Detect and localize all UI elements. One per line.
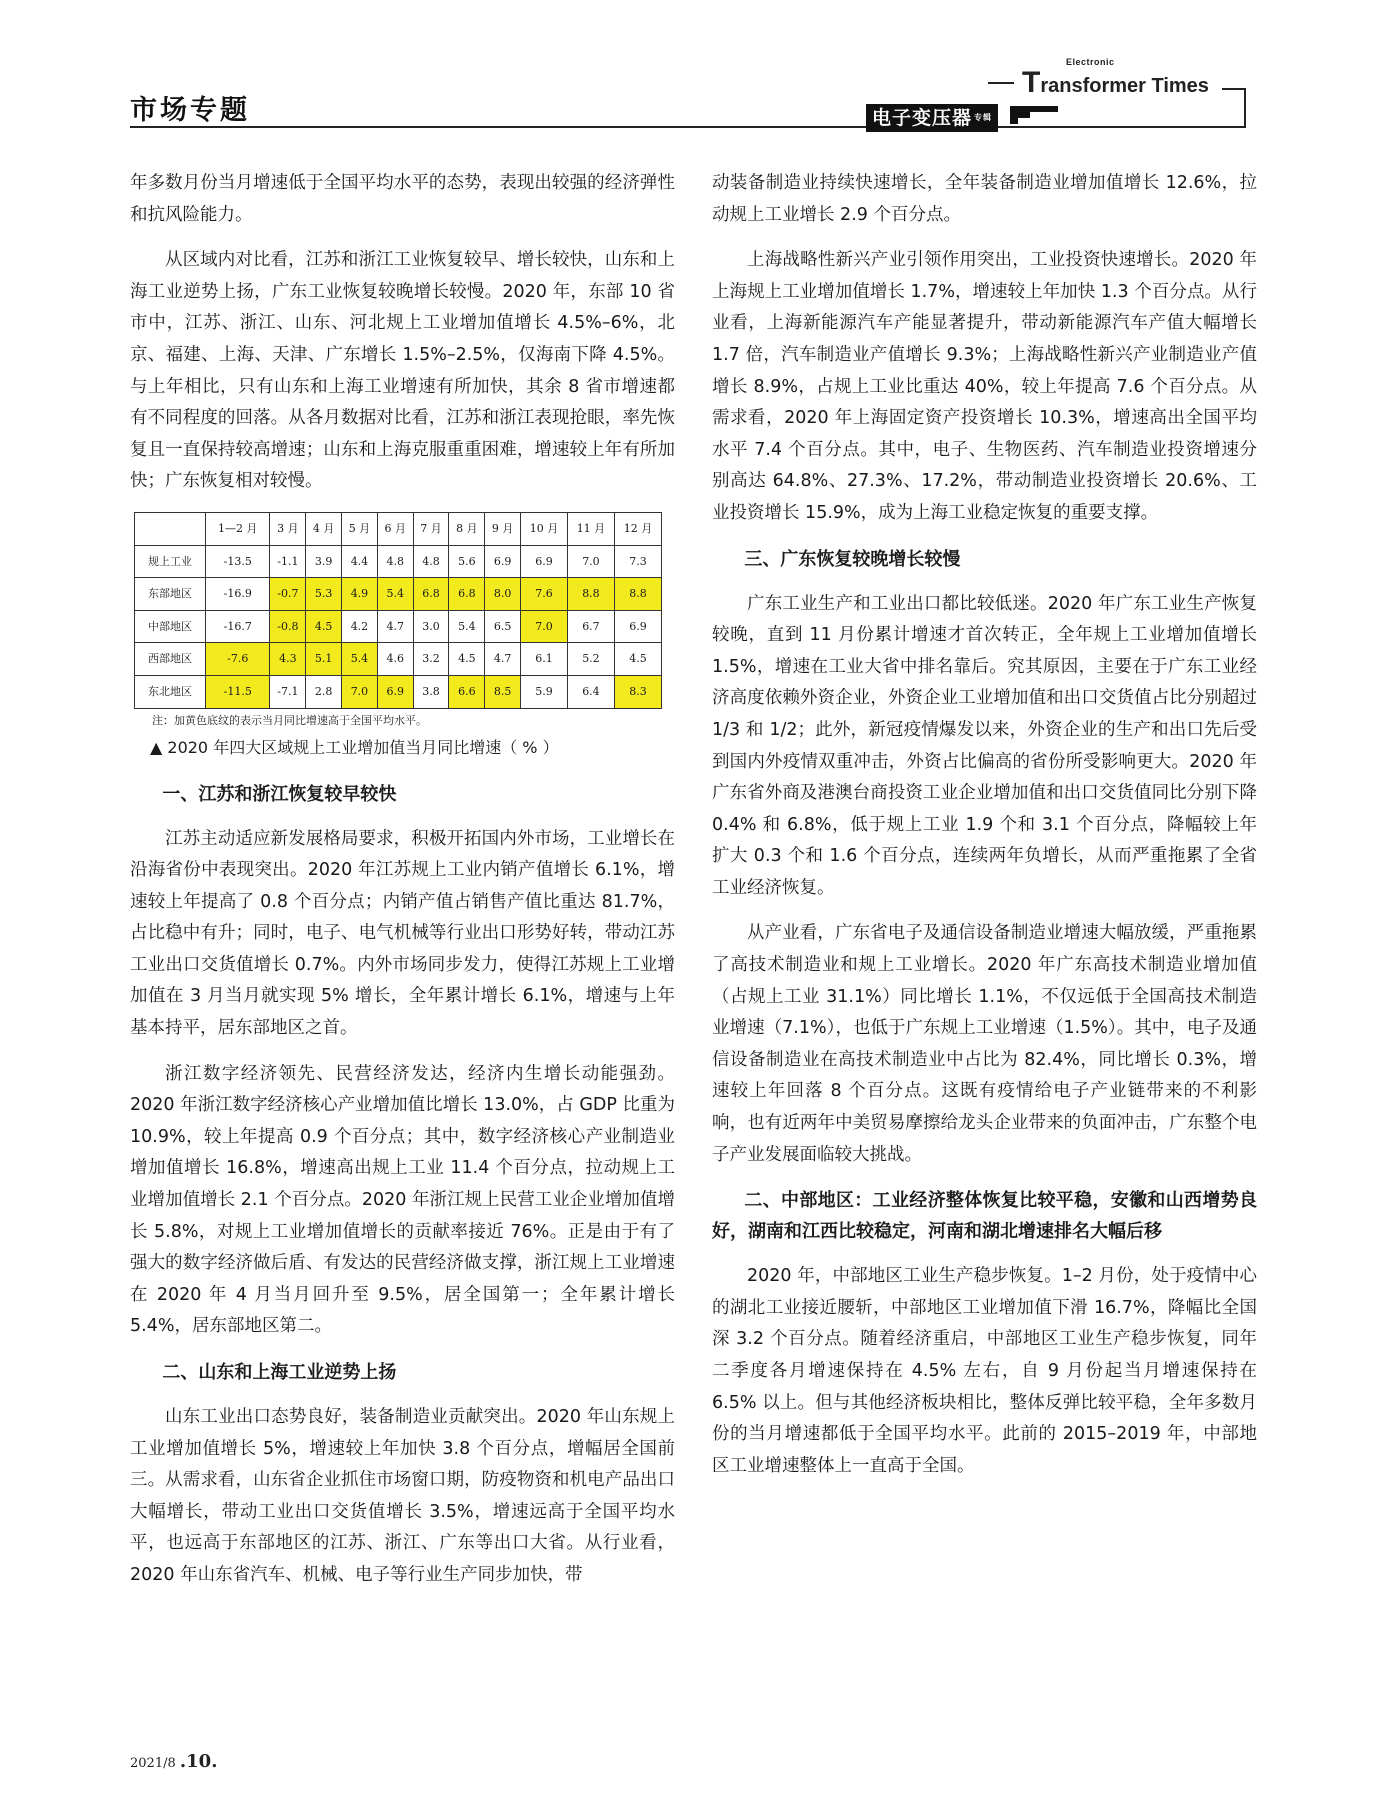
- paragraph: 山东工业出口态势良好，装备制造业贡献突出。2020 年山东规上工业增加值增长 5%，增速较上年加快 3.8 个百分点，增幅居全国前三。从需求看，山东省企业抓住市场窗口期，防疫物资和机电产品出口大幅增长，带动工业出口交货值增长 3.5%，增速远高于全国平均水平，也远高于东部地区的江苏、浙江、广东等出口大省。从行业看，2020 年山东省汽车、机械、电子等行业生产同步加快，带: [130, 1407, 675, 1585]
- table-row: [135, 545, 662, 578]
- page-footer: [130, 1751, 217, 1772]
- table-cell: 4.3: [270, 643, 306, 676]
- table-row-header: 西部地区: [135, 643, 206, 676]
- table-cell: 6.7: [567, 610, 614, 643]
- section-heading: 二、中部地区：工业经济整体恢复比较平稳，安徽和山西增势良好，湖南和江西比较稳定，河南和湖北增速排名大幅后移: [712, 1190, 1257, 1243]
- table-header-row: [135, 512, 662, 545]
- table-cell: 6.9: [485, 545, 521, 578]
- paragraph: 浙江数字经济领先、民营经济发达，经济内生增长动能强劲。2020 年浙江数字经济核心产业增加值比增长 13.0%，占 GDP 比重为 10.9%，较上年提高 0.9 个百分点；其中，数字经济核心产业制造业增加值增长 16.8%，增速高出规上工业 11.4 个百分点，拉动规上工业增加值增长 2.1 个百分点。2020 年浙江规上民营工业企业增加值增长 5.8%，对规上工业增加值增长的贡献率接近 76%。正是由于有了强大的数字经济做后盾、有发达的民营经济做支撑，浙江规上工业增速在 2020 年 4 月当月回升至 9.5%，居全国第一；全年累计增长 5.4%，居东部地区第二。: [130, 1063, 675, 1337]
- table-cell: -16.7: [206, 610, 270, 643]
- right-column: [712, 168, 1257, 1496]
- table-cell: 4.6: [377, 643, 413, 676]
- table-cell: 6.8: [449, 578, 485, 611]
- table-cell: 5.2: [567, 643, 614, 676]
- table-cell: 5.4: [377, 578, 413, 611]
- table-cell: 6.8: [413, 578, 449, 611]
- table-cell: 3.8: [413, 675, 449, 708]
- region-growth-table: [134, 512, 662, 709]
- table-cell: 3.0: [413, 610, 449, 643]
- table-row: [135, 578, 662, 611]
- table-column-header: 9 月: [485, 512, 521, 545]
- table-cell: -7.6: [206, 643, 270, 676]
- table-column-header: 4 月: [306, 512, 342, 545]
- table-cell: 6.6: [449, 675, 485, 708]
- table-cell: -1.1: [270, 545, 306, 578]
- table-cell: 7.3: [614, 545, 661, 578]
- table-cell: 4.9: [342, 578, 378, 611]
- paragraph: 年多数月份当月增速低于全国平均水平的态势，表现出较强的经济弹性和抗风险能力。: [130, 173, 675, 225]
- table-cell: -16.9: [206, 578, 270, 611]
- table-cell: 4.4: [342, 545, 378, 578]
- table-cell: 6.5: [485, 610, 521, 643]
- paragraph: 从区域内对比看，江苏和浙江工业恢复较早、增长较快，山东和上海工业逆势上扬，广东工业恢复较晚增长较慢。2020 年，东部 10 省市中，江苏、浙江、山东、河北规上工业增加值增长 4.5%–6%，北京、福建、上海、天津、广东增长 1.5%–2.5%，仅海南下降 4.5%。与上年相比，只有山东和上海工业增速有所加快，其余 8 省市增速都有不同程度的回落。从各月数据对比看，江苏和浙江表现抢眼，率先恢复且一直保持较高增速；山东和上海克服重重困难，增速较上年有所加快；广东恢复相对较慢。: [130, 250, 675, 492]
- paragraph: 江苏主动适应新发展格局要求，积极开拓国内外市场，工业增长在沿海省份中表现突出。2020 年江苏规上工业内销产值增长 6.1%，增速较上年提高了 0.8 个百分点；内销产值占销售产值比重达 81.7%，占比稳中有升；同时，电子、电气机械等行业出口形势好转，带动江苏工业出口交货值增长 0.7%。内外市场同步发力，使得江苏规上工业增加值在 3 月当月就实现 5% 增长，全年累计增长 6.1%，增速与上年基本持平，居东部地区之首。: [130, 828, 675, 1039]
- table-row: [135, 610, 662, 643]
- table-cell: 5.3: [306, 578, 342, 611]
- journal-title-rest: ransformer Times: [1040, 75, 1209, 97]
- table-cell: 7.6: [521, 578, 568, 611]
- table-cell: 7.0: [567, 545, 614, 578]
- table-row-header: 东部地区: [135, 578, 206, 611]
- table-cell: 2.8: [306, 675, 342, 708]
- table-cell: 3.9: [306, 545, 342, 578]
- section-heading: 二、山东和上海工业逆势上扬: [162, 1362, 397, 1383]
- table-row-header: 中部地区: [135, 610, 206, 643]
- table-row-header: 规上工业: [135, 545, 206, 578]
- header-dash-right: [1222, 88, 1244, 90]
- table-row: [135, 675, 662, 708]
- paragraph: 2020 年，中部地区工业生产稳步恢复。1–2 月份，处于疫情中心的湖北工业接近腰斩，中部地区工业增加值下滑 16.7%，降幅比全国深 3.2 个百分点。随着经济重启，中部地区工业生产稳步恢复，同年二季度各月增速保持在 4.5% 左右，自 9 月份起当月增速保持在 6.5% 以上。但与其他经济板块相比，整体反弹比较平稳，全年多数月份的当月增速都低于全国平均水平。此前的 2015–2019 年，中部地区工业增速整体上一直高于全国。: [712, 1266, 1257, 1476]
- table-column-header: 12 月: [614, 512, 661, 545]
- table-column-header: 1—2 月: [206, 512, 270, 545]
- table-cell: 4.5: [306, 610, 342, 643]
- table-cell: 5.6: [449, 545, 485, 578]
- table-cell: 4.5: [449, 643, 485, 676]
- table-cell: 6.4: [567, 675, 614, 708]
- table-cell: 7.0: [342, 675, 378, 708]
- table-cell: 5.9: [521, 675, 568, 708]
- journal-chinese-logo: [866, 104, 998, 132]
- table-cell: -0.7: [270, 578, 306, 611]
- table-column-header: 7 月: [413, 512, 449, 545]
- table-cell: 5.4: [342, 643, 378, 676]
- table-cell: 8.0: [485, 578, 521, 611]
- section-heading: 三、广东恢复较晚增长较慢: [744, 548, 961, 570]
- table-cell: -0.8: [270, 610, 306, 643]
- table-column-header: 10 月: [521, 512, 568, 545]
- journal-logo-bars: [1010, 106, 1068, 124]
- table-cell: 4.8: [377, 545, 413, 578]
- table-cell: 5.1: [306, 643, 342, 676]
- journal-title-T: T: [1022, 66, 1041, 99]
- journal-electronic-label: Electronic: [1066, 57, 1115, 67]
- paragraph: 动装备制造业持续快速增长，全年装备制造业增加值增长 12.6%，拉动规上工业增长 2.9 个百分点。: [712, 173, 1257, 225]
- issue-date: 2021/8: [130, 1756, 176, 1771]
- table-cell: 6.1: [521, 643, 568, 676]
- table-column-header: 6 月: [377, 512, 413, 545]
- table-cell: 4.2: [342, 610, 378, 643]
- table-cell: 6.9: [521, 545, 568, 578]
- region-growth-table-block: [134, 512, 662, 729]
- header-rule: [130, 126, 1245, 128]
- table-row: [135, 643, 662, 676]
- journal-english-title: [1022, 57, 1209, 100]
- table-note: 注：加黄色底纹的表示当月同比增速高于全国平均水平。: [152, 713, 427, 727]
- table-cell: 4.7: [485, 643, 521, 676]
- table-cell: 6.9: [377, 675, 413, 708]
- table-cell: 4.5: [614, 643, 661, 676]
- header-vertical-rule: [1244, 88, 1246, 128]
- table-column-header: 5 月: [342, 512, 378, 545]
- paragraph: 从产业看，广东省电子及通信设备制造业增速大幅放缓，严重拖累了高技术制造业和规上工业增长。2020 年广东高技术制造业增加值（占规上工业 31.1%）同比增长 1.1%，不仅远低于全国高技术制造业增速（7.1%），也低于广东规上工业增速（1.5%）。其中，电子及通信设备制造业在高技术制造业中占比为 82.4%，同比增长 0.3%，增速较上年回落 8 个百分点。这既有疫情给电子产业链带来的不利影响，也有近两年中美贸易摩擦给龙头企业带来的负面冲击，广东整个电子产业发展面临较大挑战。: [712, 923, 1257, 1165]
- table-cell: 3.2: [413, 643, 449, 676]
- table-cell: 8.8: [567, 578, 614, 611]
- page-number: .10.: [179, 1751, 218, 1772]
- table-caption: ▲ 2020 年四大区域规上工业增加值当月同比增速（ % ）: [150, 737, 559, 757]
- table-column-header: 3 月: [270, 512, 306, 545]
- table-corner-cell: [135, 512, 206, 545]
- journal-chinese-title: 电子变压器: [872, 107, 973, 129]
- table-cell: 7.0: [521, 610, 568, 643]
- table-cell: 4.8: [413, 545, 449, 578]
- journal-chinese-sup: 专辑: [974, 113, 993, 122]
- table-cell: 8.5: [485, 675, 521, 708]
- table-cell: 5.4: [449, 610, 485, 643]
- section-title: 市场专题: [130, 95, 250, 126]
- table-cell: -13.5: [206, 545, 270, 578]
- table-cell: 4.7: [377, 610, 413, 643]
- table-column-header: 11 月: [567, 512, 614, 545]
- table-cell: 8.8: [614, 578, 661, 611]
- table-row-header: 东北地区: [135, 675, 206, 708]
- table-cell: -7.1: [270, 675, 306, 708]
- table-cell: 6.9: [614, 610, 661, 643]
- header-dash-left: [988, 82, 1014, 84]
- table-cell: 8.3: [614, 675, 661, 708]
- paragraph: 广东工业生产和工业出口都比较低迷。2020 年广东工业生产恢复较晚，直到 11 月份累计增速才首次转正，全年规上工业增加值增长 1.5%，增速在工业大省中排名靠后。究其原因，主要在于广东工业经济高度依赖外资企业，外资企业工业增加值和出口交货值占比分别超过 1/3 和 1/2；此外，新冠疫情爆发以来，外资企业的生产和出口先后受到国内外疫情双重冲击，外资占比偏高的省份所受影响更大。2020 年广东省外商及港澳台商投资工业企业增加值和出口交货值同比分别下降 0.4% 和 6.8%，低于规上工业 1.9 个和 3.1 个百分点，降幅较上年扩大 0.3 个和 1.6 个百分点，连续两年负增长，从而严重拖累了全省工业经济恢复。: [712, 593, 1257, 898]
- section-heading: 一、江苏和浙江恢复较早较快: [162, 783, 397, 805]
- left-column: [130, 168, 675, 1606]
- paragraph: 上海战略性新兴产业引领作用突出，工业投资快速增长。2020 年上海规上工业增加值增长 1.7%，增速较上年加快 1.3 个百分点。从行业看，上海新能源汽车产能显著提升，带动新能源汽车产值大幅增长 1.7 倍，汽车制造业产值增长 9.3%；上海战略性新兴产业制造业产值增长 8.9%，占规上工业比重达 40%，较上年提高 7.6 个百分点。从需求看，2020 年上海固定资产投资增长 10.3%，增速高出全国平均水平 7.4 个百分点。其中，电子、生物医药、汽车制造业投资增速分别高达 64.8%、27.3%、17.2%，带动制造业投资增长 20.6%、工业投资增长 15.9%，成为上海工业稳定恢复的重要支撑。: [712, 250, 1257, 523]
- table-cell: -11.5: [206, 675, 270, 708]
- table-column-header: 8 月: [449, 512, 485, 545]
